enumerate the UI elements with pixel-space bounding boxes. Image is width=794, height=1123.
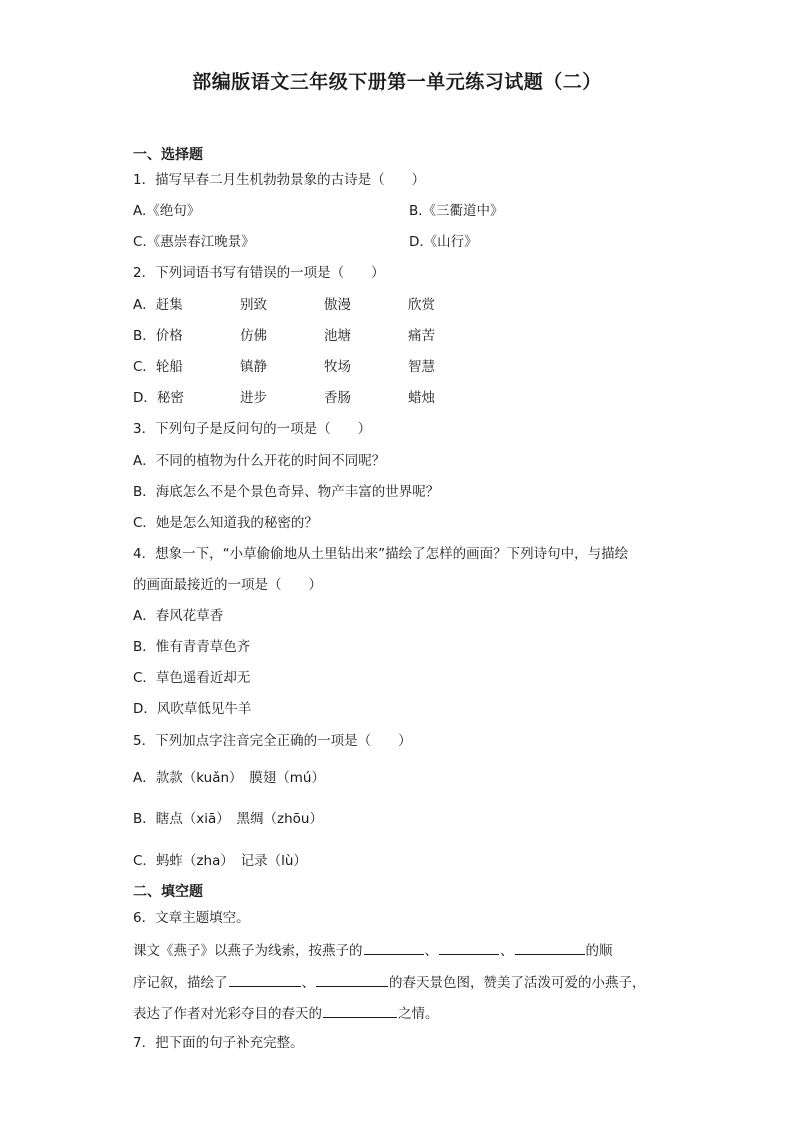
fill-blank[interactable] [323, 1003, 397, 1018]
text: 序记叙，描绘了 [133, 975, 228, 991]
question-1-option-d: D.《山行》 [409, 234, 478, 250]
question-6-line-3 [133, 1003, 439, 1023]
text: 、 [301, 975, 315, 991]
question-2-option-b: B．价格 [133, 328, 183, 344]
question-2-word: 仿佛 [240, 328, 267, 344]
question-2-word: 蜡烛 [408, 390, 435, 406]
question-5-option-c: C．蚂蚱（zha） 记录（lù） [133, 853, 307, 869]
question-3-option-a: A．不同的植物为什么开花的时间不同呢？ [133, 453, 386, 469]
question-5-option-a: A．款款（kuǎn） 膜翅（mú） [133, 770, 325, 786]
question-3-stem: 3．下列句子是反问句的一项是（ ） [133, 421, 372, 437]
text: 、 [500, 943, 514, 959]
question-1-stem: 1．描写早春二月生机勃勃景象的古诗是（ ） [133, 172, 426, 188]
question-2-word: 镇静 [240, 359, 267, 375]
question-2-option-c: C．轮船 [133, 359, 183, 375]
text: 的顺 [585, 943, 613, 959]
text: 课文《燕子》以燕子为线索，按燕子的 [133, 943, 363, 959]
fill-blank[interactable] [515, 940, 585, 955]
fill-blank[interactable] [229, 972, 301, 987]
question-2-word: 香肠 [324, 390, 351, 406]
question-5-option-b: B．瞎点（xiā） 黑绸（zhōu） [133, 811, 323, 827]
question-4-option-c: C．草色遥看近却无 [133, 670, 251, 686]
question-4-option-a: A．春风花草香 [133, 608, 224, 624]
question-1-option-a: A.《绝句》 [133, 203, 201, 219]
text: 表达了作者对光彩夺目的春天的 [133, 1006, 322, 1022]
text: 、 [424, 943, 438, 959]
question-4-option-b: B．惟有青青草色齐 [133, 639, 251, 655]
question-5-stem: 5．下列加点字注音完全正确的一项是（ ） [133, 733, 412, 749]
question-4-stem: 4．想象一下，“小草偷偷地从土里钻出来”描绘了怎样的画面？下列诗句中，与描绘 [133, 546, 629, 562]
question-2-word: 欣赏 [408, 297, 435, 313]
question-6-line-1 [133, 940, 613, 960]
question-2-word: 池塘 [324, 328, 351, 344]
question-6-stem: 6．文章主题填空。 [133, 910, 250, 926]
question-2-word: 智慧 [408, 359, 435, 375]
question-2-word: 牧场 [324, 359, 351, 375]
fill-blank[interactable] [439, 940, 499, 955]
question-2-word: 傲漫 [324, 297, 351, 313]
question-2-word: 进步 [240, 390, 267, 406]
text: 之情。 [398, 1006, 439, 1022]
section-heading-fill: 二、填空题 [133, 884, 203, 900]
question-1-option-b: B.《三衢道中》 [409, 203, 504, 219]
question-2-word: 别致 [240, 297, 267, 313]
question-2-option-d: D．秘密 [133, 390, 184, 406]
page-title: 部编版语文三年级下册第一单元练习试题（二） [192, 71, 602, 93]
question-3-option-c: C．她是怎么知道我的秘密的？ [133, 515, 318, 531]
fill-blank[interactable] [316, 972, 388, 987]
question-2-word: 痛苦 [408, 328, 435, 344]
question-4-stem-continued: 的画面最接近的一项是（ ） [133, 577, 322, 593]
question-6-line-2 [133, 972, 646, 992]
question-7-stem: 7．把下面的句子补充完整。 [133, 1035, 304, 1051]
section-heading-choice: 一、选择题 [133, 147, 203, 163]
question-3-option-b: B．海底怎么不是个景色奇异、物产丰富的世界呢？ [133, 484, 440, 500]
question-1-option-c: C.《惠崇春江晚景》 [133, 234, 255, 250]
question-2-stem: 2．下列词语书写有错误的一项是（ ） [133, 265, 385, 281]
question-4-option-d: D．风吹草低见牛羊 [133, 701, 252, 717]
fill-blank[interactable] [364, 940, 424, 955]
text: 的春天景色图，赞美了活泼可爱的小燕子， [389, 975, 646, 991]
question-2-option-a: A．赶集 [133, 297, 183, 313]
